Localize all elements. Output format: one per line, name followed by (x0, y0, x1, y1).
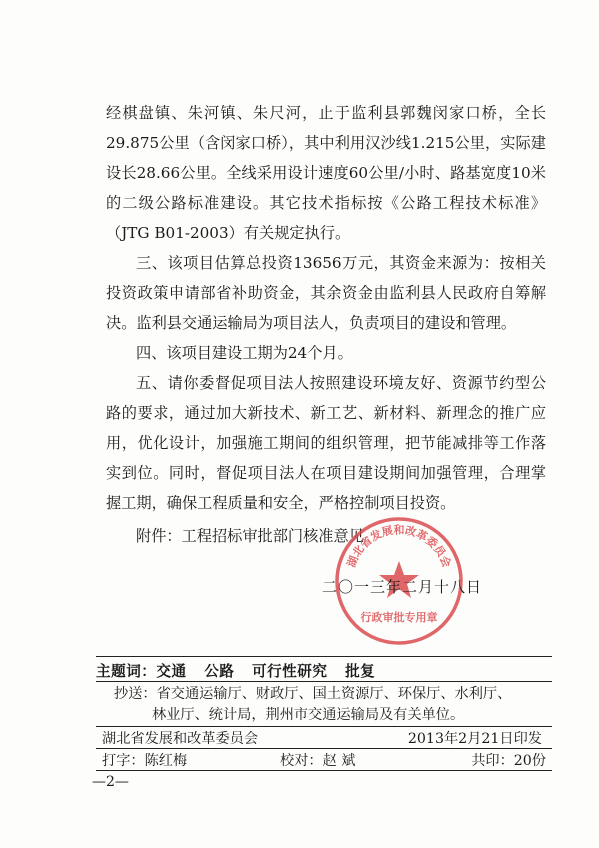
footer-divider (96, 770, 552, 771)
staff-line (96, 750, 552, 770)
attachment-note: 附件：工程招标审批部门核准意见 (136, 527, 364, 545)
paragraph-investment: 三、该项目估算总投资13656万元，其资金来源为：按相关投资政策申请部省补助资金，其余资金由监利县人民政府自筹解决。监利县交通运输局为项目法人，负责项目的建设和管理。 (106, 254, 546, 332)
seal-inner-text: 行政审批专用章 (360, 611, 438, 624)
keyword: 交通 (156, 663, 187, 680)
paragraph-supervision: 五、请你委督促项目法人按照建设环境友好、资源节约型公路的要求，通过加大新技术、新工艺、新材料、新理念的推广应用，优化设计，加强施工期间的组织管理，把节能减排等工作落实到位。同时，督促项目法人在项目建设期间加强管理，合理掌握工期，确保工程质量和安全，严格控制项目投资。 (106, 374, 546, 512)
issuer-line (96, 728, 552, 748)
carbon-copy-list (114, 684, 546, 726)
issuer-name: 湖北省发展和改革委员会 (102, 731, 259, 747)
paragraph-construction-period: 四、该项目建设工期为24个月。 (136, 344, 353, 362)
keywords-label: 主题词： (96, 663, 157, 680)
keyword: 可行性研究 (251, 663, 328, 680)
cc-recipients-line2: 林业厅、统计局，荆州市交通运输局及有关单位。 (152, 707, 465, 723)
copy-count: 共印：20份 (471, 753, 546, 769)
cc-label: 抄送： (114, 686, 157, 702)
paragraph-route-description: 经棋盘镇、朱河镇、朱尺河，止于监利县郭魏闵家口桥，全长29.875公里（含闵家口桥），其中利用汉沙线1.215公里，实际建设长28.66公里。全线采用设计速度60公里/小时、路基宽度10米的二级公路标准建设。其它技术指标按《公路工程技术标准》（JTG B01-2003）有关规定执行。 (106, 104, 546, 242)
print-date: 2013年2月21日印发 (407, 731, 542, 747)
footer-divider (96, 726, 552, 727)
typist: 打字：陈红梅 (102, 753, 188, 769)
document-body (106, 98, 546, 518)
cc-recipients-line1: 省交通运输厅、财政厅、国土资源厅、环保厅、水利厅、 (156, 686, 512, 702)
keyword: 公路 (204, 663, 235, 680)
issue-date: 二〇一三年二月十八日 (322, 578, 483, 596)
footer-divider (96, 681, 552, 682)
proofreader: 校对：赵 斌 (280, 753, 356, 769)
svg-text:湖北省发展和改革委员会: 湖北省发展和改革委员会 (344, 523, 454, 570)
page-number: —2— (92, 774, 129, 790)
footer-divider (96, 656, 552, 657)
keyword: 批复 (345, 663, 376, 680)
keywords-line (96, 660, 552, 681)
footer-divider (96, 748, 552, 749)
